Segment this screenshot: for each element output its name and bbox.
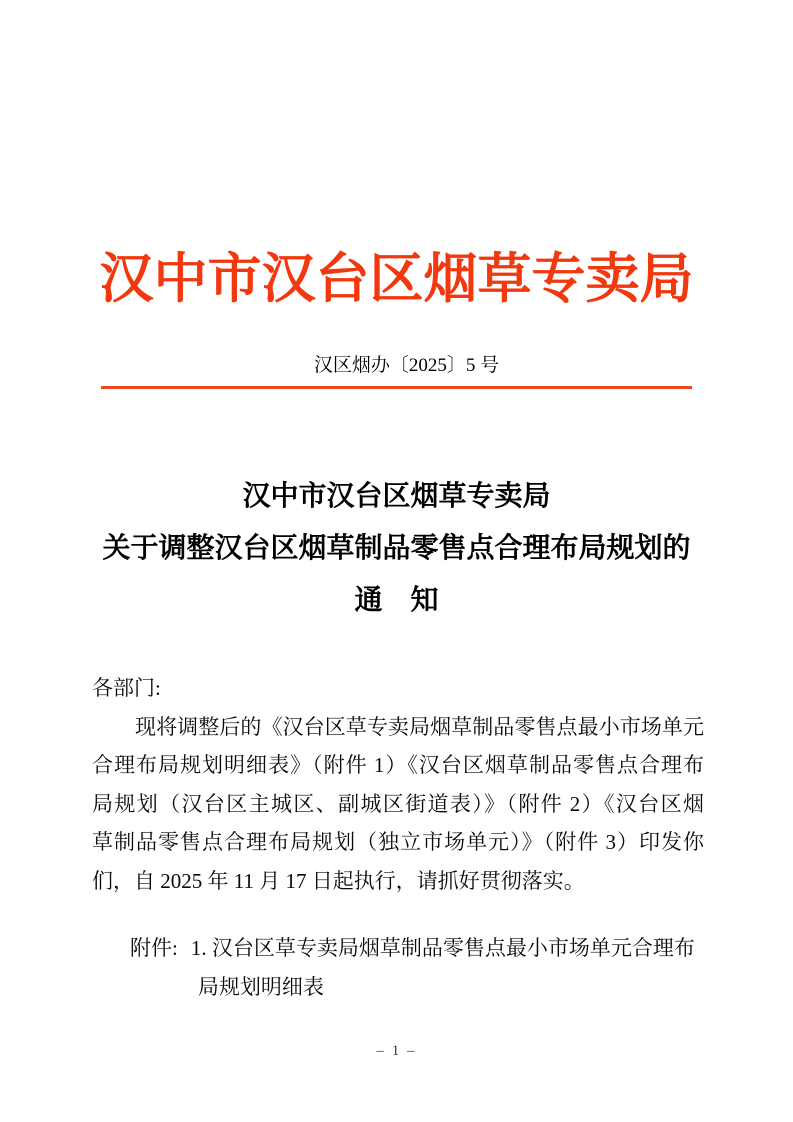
attachment-item — [191, 929, 695, 1007]
notice-title-block — [0, 471, 793, 627]
paragraph-line-4: 草制品零售点合理布局规划（独立市场单元）》（附件 3）印发你 — [92, 830, 704, 854]
attachment-block — [130, 929, 695, 1007]
paragraph-line-5: 们，自 2025 年 11 月 17 日起执行，请抓好贯彻落实。 — [92, 868, 585, 893]
attachment-item-line-2: 局规划明细表 — [197, 975, 324, 999]
document-number: 汉区烟办〔2025〕5 号 — [313, 355, 500, 376]
letterhead-org-title: 汉中市汉台区烟草专卖局 — [99, 249, 694, 309]
salutation: 各部门: — [92, 676, 161, 700]
page-number: – 1 – — [376, 1043, 417, 1059]
notice-title-type: 通 知 — [354, 585, 439, 616]
notice-title-subject: 关于调整汉台区烟草制品零售点合理布局规划的 — [102, 533, 691, 564]
notice-title-org: 汉中市汉台区烟草专卖局 — [242, 481, 551, 512]
attachment-label: 附件: — [130, 936, 178, 960]
red-divider-rule — [101, 386, 692, 389]
paragraph-line-1: 现将调整后的《汉台区草专卖局烟草制品零售点最小市场单元 — [135, 714, 704, 739]
paragraph-line-3: 局规划（汉台区主城区、副城区街道表）》（附件 2）《汉台区烟 — [92, 791, 704, 816]
paragraph-line-2: 合理布局规划明细表》（附件 1）《汉台区烟草制品零售点合理布 — [92, 753, 704, 777]
body-text-block — [92, 669, 704, 900]
attachment-item-line-1: 1. 汉台区草专卖局烟草制品零售点最小市场单元合理布 — [190, 936, 695, 960]
